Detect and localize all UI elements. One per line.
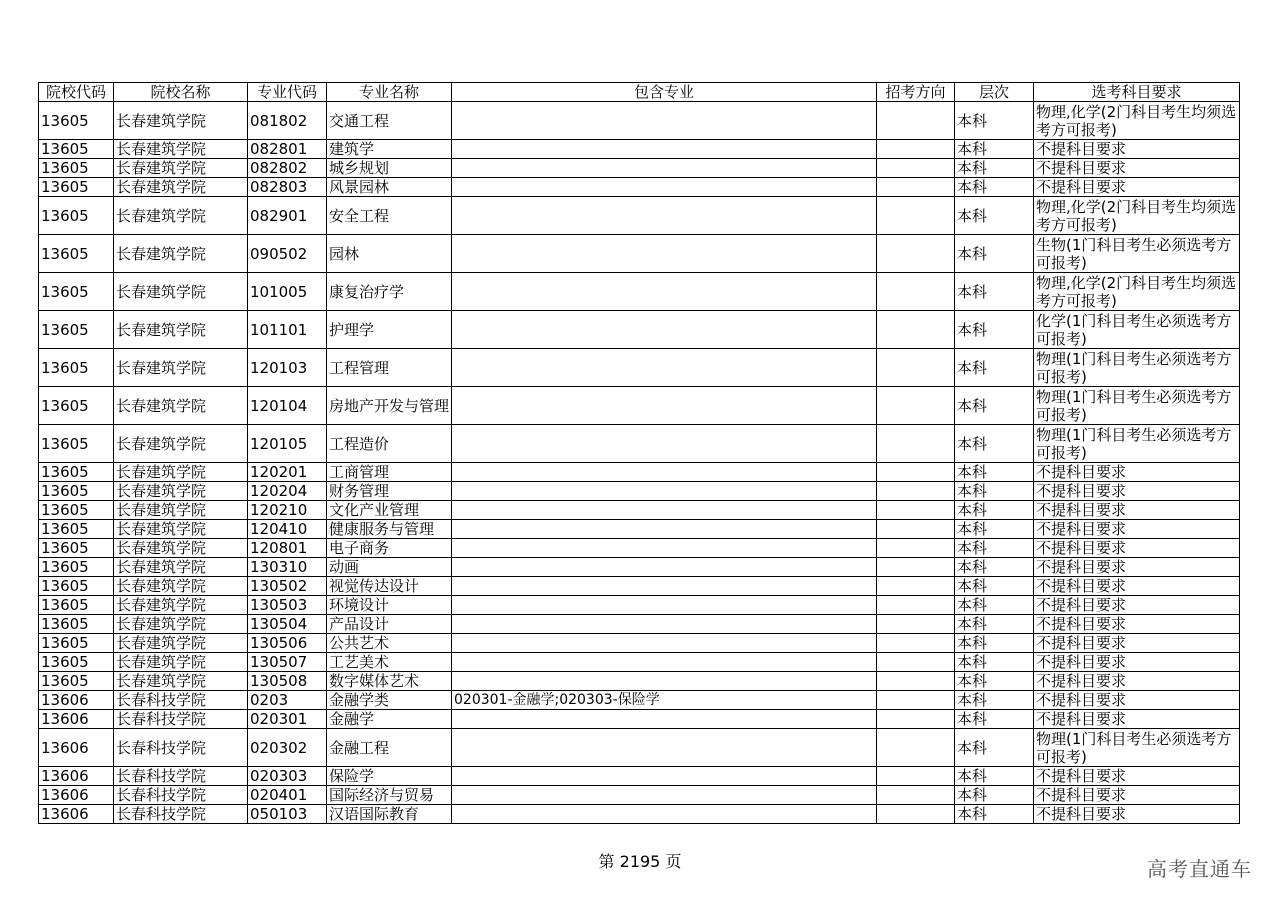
header-school-name: 院校名称 (114, 83, 248, 102)
cell-direction (877, 767, 955, 786)
cell-included-majors (452, 463, 877, 482)
cell-included-majors (452, 653, 877, 672)
cell-direction (877, 615, 955, 634)
cell-direction (877, 729, 955, 767)
cell-school-code: 13605 (39, 273, 114, 311)
cell-school-code: 13605 (39, 140, 114, 159)
table-row (39, 672, 1240, 691)
cell-level: 本科 (955, 634, 1034, 653)
cell-direction (877, 786, 955, 805)
cell-level: 本科 (955, 349, 1034, 387)
table-row (39, 729, 1240, 767)
cell-school-code: 13605 (39, 634, 114, 653)
cell-subject-requirement: 不提科目要求 (1034, 786, 1240, 805)
cell-school-code: 13605 (39, 501, 114, 520)
cell-school-name: 长春建筑学院 (114, 577, 248, 596)
table-row (39, 710, 1240, 729)
cell-subject-requirement: 不提科目要求 (1034, 672, 1240, 691)
header-level: 层次 (955, 83, 1034, 102)
cell-included-majors (452, 102, 877, 140)
cell-school-name: 长春建筑学院 (114, 159, 248, 178)
cell-included-majors (452, 634, 877, 653)
cell-school-name: 长春建筑学院 (114, 539, 248, 558)
header-row (39, 83, 1240, 102)
cell-school-name: 长春建筑学院 (114, 140, 248, 159)
cell-direction (877, 596, 955, 615)
cell-level: 本科 (955, 672, 1034, 691)
cell-level: 本科 (955, 710, 1034, 729)
cell-major-code: 130504 (248, 615, 327, 634)
cell-subject-requirement: 生物(1门科目考生必须选考方可报考) (1034, 235, 1240, 273)
cell-school-name: 长春科技学院 (114, 710, 248, 729)
header-direction: 招考方向 (877, 83, 955, 102)
table-row (39, 463, 1240, 482)
table-row (39, 691, 1240, 710)
cell-major-name: 金融学 (327, 710, 452, 729)
cell-major-code: 101005 (248, 273, 327, 311)
cell-level: 本科 (955, 539, 1034, 558)
cell-major-code: 120204 (248, 482, 327, 501)
cell-major-name: 城乡规划 (327, 159, 452, 178)
table-row (39, 387, 1240, 425)
cell-major-name: 保险学 (327, 767, 452, 786)
cell-direction (877, 140, 955, 159)
header-major-name: 专业名称 (327, 83, 452, 102)
table-row (39, 520, 1240, 539)
cell-major-code: 130502 (248, 577, 327, 596)
cell-major-code: 082801 (248, 140, 327, 159)
cell-direction (877, 235, 955, 273)
cell-subject-requirement: 物理(1门科目考生必须选考方可报考) (1034, 729, 1240, 767)
cell-major-name: 护理学 (327, 311, 452, 349)
cell-included-majors (452, 197, 877, 235)
cell-major-name: 健康服务与管理 (327, 520, 452, 539)
cell-subject-requirement: 物理,化学(2门科目考生均须选考方可报考) (1034, 273, 1240, 311)
cell-included-majors (452, 596, 877, 615)
cell-level: 本科 (955, 273, 1034, 311)
cell-direction (877, 501, 955, 520)
cell-major-code: 050103 (248, 805, 327, 824)
cell-major-name: 安全工程 (327, 197, 452, 235)
cell-level: 本科 (955, 653, 1034, 672)
cell-direction (877, 311, 955, 349)
cell-direction (877, 558, 955, 577)
cell-level: 本科 (955, 767, 1034, 786)
cell-subject-requirement: 不提科目要求 (1034, 577, 1240, 596)
cell-included-majors (452, 577, 877, 596)
cell-major-name: 工商管理 (327, 463, 452, 482)
cell-school-name: 长春科技学院 (114, 786, 248, 805)
cell-included-majors (452, 311, 877, 349)
cell-major-code: 020301 (248, 710, 327, 729)
table-header (39, 83, 1240, 102)
cell-major-name: 环境设计 (327, 596, 452, 615)
cell-subject-requirement: 不提科目要求 (1034, 653, 1240, 672)
header-major-code: 专业代码 (248, 83, 327, 102)
cell-school-code: 13605 (39, 520, 114, 539)
cell-school-code: 13605 (39, 425, 114, 463)
cell-school-name: 长春建筑学院 (114, 501, 248, 520)
table-row (39, 311, 1240, 349)
cell-major-code: 120410 (248, 520, 327, 539)
cell-level: 本科 (955, 729, 1034, 767)
cell-school-name: 长春建筑学院 (114, 672, 248, 691)
cell-level: 本科 (955, 501, 1034, 520)
cell-school-name: 长春建筑学院 (114, 311, 248, 349)
cell-direction (877, 387, 955, 425)
cell-major-name: 产品设计 (327, 615, 452, 634)
cell-school-code: 13605 (39, 311, 114, 349)
cell-level: 本科 (955, 520, 1034, 539)
cell-major-code: 082803 (248, 178, 327, 197)
cell-included-majors (452, 140, 877, 159)
cell-school-code: 13605 (39, 197, 114, 235)
table-row (39, 235, 1240, 273)
cell-school-name: 长春建筑学院 (114, 482, 248, 501)
cell-major-name: 文化产业管理 (327, 501, 452, 520)
cell-direction (877, 197, 955, 235)
cell-level: 本科 (955, 577, 1034, 596)
cell-major-name: 工艺美术 (327, 653, 452, 672)
cell-included-majors (452, 273, 877, 311)
cell-school-name: 长春科技学院 (114, 767, 248, 786)
cell-subject-requirement: 化学(1门科目考生必须选考方可报考) (1034, 311, 1240, 349)
header-subject-requirement: 选考科目要求 (1034, 83, 1240, 102)
cell-major-name: 国际经济与贸易 (327, 786, 452, 805)
cell-major-name: 汉语国际教育 (327, 805, 452, 824)
cell-subject-requirement: 不提科目要求 (1034, 691, 1240, 710)
cell-major-name: 数字媒体艺术 (327, 672, 452, 691)
table-row (39, 197, 1240, 235)
cell-school-name: 长春建筑学院 (114, 463, 248, 482)
cell-school-name: 长春科技学院 (114, 691, 248, 710)
cell-major-name: 交通工程 (327, 102, 452, 140)
cell-included-majors (452, 767, 877, 786)
cell-subject-requirement: 不提科目要求 (1034, 615, 1240, 634)
cell-school-name: 长春建筑学院 (114, 653, 248, 672)
cell-direction (877, 710, 955, 729)
cell-subject-requirement: 不提科目要求 (1034, 501, 1240, 520)
table-row (39, 501, 1240, 520)
cell-school-code: 13605 (39, 596, 114, 615)
table-row (39, 178, 1240, 197)
cell-included-majors (452, 501, 877, 520)
table-row (39, 159, 1240, 178)
table-row (39, 767, 1240, 786)
cell-included-majors (452, 539, 877, 558)
cell-included-majors (452, 786, 877, 805)
header-school-code: 院校代码 (39, 83, 114, 102)
cell-direction (877, 520, 955, 539)
cell-direction (877, 672, 955, 691)
cell-direction (877, 539, 955, 558)
cell-level: 本科 (955, 596, 1034, 615)
cell-level: 本科 (955, 463, 1034, 482)
table-row (39, 558, 1240, 577)
cell-school-name: 长春建筑学院 (114, 349, 248, 387)
cell-school-name: 长春建筑学院 (114, 596, 248, 615)
cell-school-code: 13605 (39, 615, 114, 634)
cell-major-code: 130310 (248, 558, 327, 577)
cell-school-code: 13605 (39, 653, 114, 672)
cell-major-name: 公共艺术 (327, 634, 452, 653)
cell-included-majors (452, 805, 877, 824)
cell-school-name: 长春建筑学院 (114, 634, 248, 653)
cell-direction (877, 178, 955, 197)
table-row (39, 482, 1240, 501)
cell-subject-requirement: 不提科目要求 (1034, 767, 1240, 786)
cell-school-code: 13605 (39, 159, 114, 178)
cell-subject-requirement: 物理(1门科目考生必须选考方可报考) (1034, 425, 1240, 463)
table-row (39, 349, 1240, 387)
cell-level: 本科 (955, 102, 1034, 140)
cell-major-name: 金融工程 (327, 729, 452, 767)
cell-level: 本科 (955, 197, 1034, 235)
cell-subject-requirement: 物理(1门科目考生必须选考方可报考) (1034, 387, 1240, 425)
cell-subject-requirement: 不提科目要求 (1034, 178, 1240, 197)
table-row (39, 140, 1240, 159)
cell-subject-requirement: 不提科目要求 (1034, 634, 1240, 653)
cell-direction (877, 102, 955, 140)
cell-school-name: 长春建筑学院 (114, 235, 248, 273)
cell-major-name: 动画 (327, 558, 452, 577)
cell-subject-requirement: 不提科目要求 (1034, 558, 1240, 577)
table-row (39, 786, 1240, 805)
cell-direction (877, 159, 955, 178)
cell-level: 本科 (955, 387, 1034, 425)
cell-major-code: 130508 (248, 672, 327, 691)
cell-school-code: 13605 (39, 539, 114, 558)
cell-level: 本科 (955, 425, 1034, 463)
cell-subject-requirement: 不提科目要求 (1034, 710, 1240, 729)
table-row (39, 273, 1240, 311)
cell-level: 本科 (955, 482, 1034, 501)
cell-subject-requirement: 不提科目要求 (1034, 520, 1240, 539)
cell-subject-requirement: 不提科目要求 (1034, 482, 1240, 501)
cell-school-code: 13605 (39, 463, 114, 482)
cell-subject-requirement: 不提科目要求 (1034, 805, 1240, 824)
cell-level: 本科 (955, 786, 1034, 805)
cell-direction (877, 634, 955, 653)
cell-direction (877, 805, 955, 824)
cell-included-majors (452, 558, 877, 577)
table-row (39, 596, 1240, 615)
admission-table (38, 82, 1240, 824)
cell-level: 本科 (955, 558, 1034, 577)
cell-level: 本科 (955, 159, 1034, 178)
cell-included-majors (452, 159, 877, 178)
cell-included-majors: 020301-金融学;020303-保险学 (452, 691, 877, 710)
table-row (39, 425, 1240, 463)
cell-direction (877, 349, 955, 387)
cell-included-majors (452, 729, 877, 767)
cell-level: 本科 (955, 691, 1034, 710)
cell-school-code: 13606 (39, 691, 114, 710)
cell-major-code: 120801 (248, 539, 327, 558)
cell-school-name: 长春建筑学院 (114, 178, 248, 197)
cell-subject-requirement: 不提科目要求 (1034, 463, 1240, 482)
cell-major-name: 金融学类 (327, 691, 452, 710)
cell-major-code: 090502 (248, 235, 327, 273)
cell-subject-requirement: 物理,化学(2门科目考生均须选考方可报考) (1034, 197, 1240, 235)
cell-included-majors (452, 425, 877, 463)
cell-major-code: 101101 (248, 311, 327, 349)
cell-school-code: 13605 (39, 349, 114, 387)
cell-school-code: 13605 (39, 235, 114, 273)
cell-school-code: 13605 (39, 178, 114, 197)
cell-major-name: 建筑学 (327, 140, 452, 159)
cell-school-name: 长春建筑学院 (114, 387, 248, 425)
cell-direction (877, 425, 955, 463)
cell-subject-requirement: 不提科目要求 (1034, 159, 1240, 178)
cell-included-majors (452, 672, 877, 691)
cell-major-name: 房地产开发与管理 (327, 387, 452, 425)
cell-subject-requirement: 不提科目要求 (1034, 539, 1240, 558)
table-row (39, 615, 1240, 634)
cell-school-code: 13605 (39, 387, 114, 425)
cell-school-code: 13605 (39, 558, 114, 577)
cell-direction (877, 273, 955, 311)
cell-major-code: 120210 (248, 501, 327, 520)
cell-major-code: 120103 (248, 349, 327, 387)
cell-level: 本科 (955, 235, 1034, 273)
cell-major-name: 电子商务 (327, 539, 452, 558)
cell-major-code: 020302 (248, 729, 327, 767)
cell-major-code: 0203 (248, 691, 327, 710)
cell-school-code: 13605 (39, 577, 114, 596)
cell-subject-requirement: 不提科目要求 (1034, 596, 1240, 615)
cell-major-code: 082802 (248, 159, 327, 178)
table-row (39, 577, 1240, 596)
cell-school-code: 13605 (39, 482, 114, 501)
cell-school-name: 长春科技学院 (114, 729, 248, 767)
cell-school-code: 13606 (39, 710, 114, 729)
cell-direction (877, 691, 955, 710)
cell-level: 本科 (955, 311, 1034, 349)
cell-school-code: 13605 (39, 102, 114, 140)
cell-school-name: 长春建筑学院 (114, 425, 248, 463)
table-row (39, 805, 1240, 824)
cell-major-code: 130503 (248, 596, 327, 615)
cell-school-name: 长春建筑学院 (114, 558, 248, 577)
cell-school-name: 长春科技学院 (114, 805, 248, 824)
cell-included-majors (452, 615, 877, 634)
cell-major-code: 130507 (248, 653, 327, 672)
cell-included-majors (452, 178, 877, 197)
header-included-majors: 包含专业 (452, 83, 877, 102)
cell-major-code: 120201 (248, 463, 327, 482)
cell-major-code: 081802 (248, 102, 327, 140)
cell-major-name: 工程造价 (327, 425, 452, 463)
cell-included-majors (452, 235, 877, 273)
table-row (39, 539, 1240, 558)
table-body (39, 102, 1240, 824)
cell-school-name: 长春建筑学院 (114, 102, 248, 140)
cell-subject-requirement: 物理,化学(2门科目考生均须选考方可报考) (1034, 102, 1240, 140)
cell-major-name: 财务管理 (327, 482, 452, 501)
table-row (39, 634, 1240, 653)
cell-major-code: 120105 (248, 425, 327, 463)
cell-school-code: 13606 (39, 729, 114, 767)
cell-direction (877, 653, 955, 672)
cell-direction (877, 463, 955, 482)
cell-school-name: 长春建筑学院 (114, 197, 248, 235)
cell-major-name: 园林 (327, 235, 452, 273)
page-number: 第 2195 页 (598, 852, 682, 871)
cell-included-majors (452, 482, 877, 501)
cell-included-majors (452, 387, 877, 425)
cell-major-name: 视觉传达设计 (327, 577, 452, 596)
table-row (39, 653, 1240, 672)
cell-included-majors (452, 520, 877, 539)
cell-school-code: 13606 (39, 786, 114, 805)
cell-major-code: 020401 (248, 786, 327, 805)
cell-school-code: 13605 (39, 672, 114, 691)
cell-school-code: 13606 (39, 767, 114, 786)
cell-major-name: 风景园林 (327, 178, 452, 197)
cell-level: 本科 (955, 615, 1034, 634)
table-row (39, 102, 1240, 140)
cell-major-code: 082901 (248, 197, 327, 235)
cell-included-majors (452, 349, 877, 387)
cell-direction (877, 482, 955, 501)
cell-level: 本科 (955, 140, 1034, 159)
cell-direction (877, 577, 955, 596)
cell-subject-requirement: 不提科目要求 (1034, 140, 1240, 159)
cell-major-code: 120104 (248, 387, 327, 425)
cell-school-name: 长春建筑学院 (114, 273, 248, 311)
cell-school-name: 长春建筑学院 (114, 520, 248, 539)
cell-major-code: 020303 (248, 767, 327, 786)
cell-level: 本科 (955, 178, 1034, 197)
cell-level: 本科 (955, 805, 1034, 824)
cell-major-name: 工程管理 (327, 349, 452, 387)
cell-major-code: 130506 (248, 634, 327, 653)
watermark: 高考直通车 (1147, 857, 1252, 881)
cell-school-name: 长春建筑学院 (114, 615, 248, 634)
cell-subject-requirement: 物理(1门科目考生必须选考方可报考) (1034, 349, 1240, 387)
cell-school-code: 13606 (39, 805, 114, 824)
cell-major-name: 康复治疗学 (327, 273, 452, 311)
cell-included-majors (452, 710, 877, 729)
